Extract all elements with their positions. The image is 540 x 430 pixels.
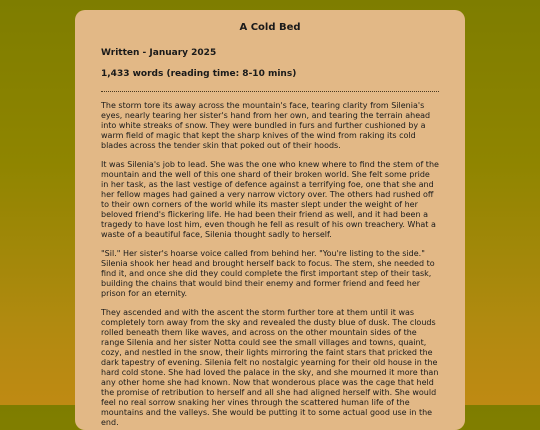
story-title: A Cold Bed	[239, 22, 301, 33]
story-card	[75, 10, 465, 430]
story-paragraph: The storm tore its away across the mountain's face, tearing clarity from Silenia's eyes, nearly tearing her sister's hand from her own, and tearing the terrain ahead into white streaks of snow. They were bundled in furs and further cushioned by a warm field of magic that kept the sharp knives of the wind from raking its cold blades across the tender skin that poked out of their hoods.	[101, 101, 431, 150]
divider	[101, 91, 439, 92]
story-paragraph: They ascended and with the ascent the storm further tore at them until it was completely torn away from the sky and revealed the dusty blue of dusk. The clouds rolled beneath them like waves, and across on the other mountain sides of the range Silenia and her sister Notta could see the small villages and towns, quaint, cozy, and nestled in the snow, their lights mirroring the faint stars that pricked the dark tapestry of evening. Silenia felt no nostalgic yearning for their old house in the hard cold stone. She had loved the palace in the sky, and she mourned it more than any other home she had known. Now that wonderous place was the cage that held the promise of retribution to herself and all she had aligned herself with. She would feel no real sorrow snaking her vines through the scattered human life of the mountains and the valleys. She would be putting it to some actual good use in the end.	[101, 308, 439, 427]
story-body	[101, 101, 439, 428]
written-date: Written - January 2025	[101, 48, 217, 58]
word-count: 1,433 words (reading time: 8-10 mins)	[101, 69, 297, 79]
story-paragraph: It was Silenia's job to lead. She was the one who knew where to find the stem of the mountain and the well of this one shard of their broken world. She felt some pride in her task, as the last vestige of defence against a terrifying foe, one that she and her fellow mages had gained a very narrow victory over. The others had rushed off to their own corners of the world while its master slept under the weight of her beloved friend's flickering life. He had been their friend as well, and it had been a tragedy to have lost him, even though he fell as result of his own treachery. What a waste of a beautiful face, Silenia thought sadly to herself.	[101, 160, 439, 239]
story-paragraph: "Sil." Her sister's hoarse voice called from behind her. "You're listing to the side." Silenia shook her head and brought herself back to focus. The stem, she needed to find it, and once she did they could complete the first important step of their task, building the chains that would bind their enemy and former friend and feed her prison for an eternity.	[101, 249, 435, 298]
